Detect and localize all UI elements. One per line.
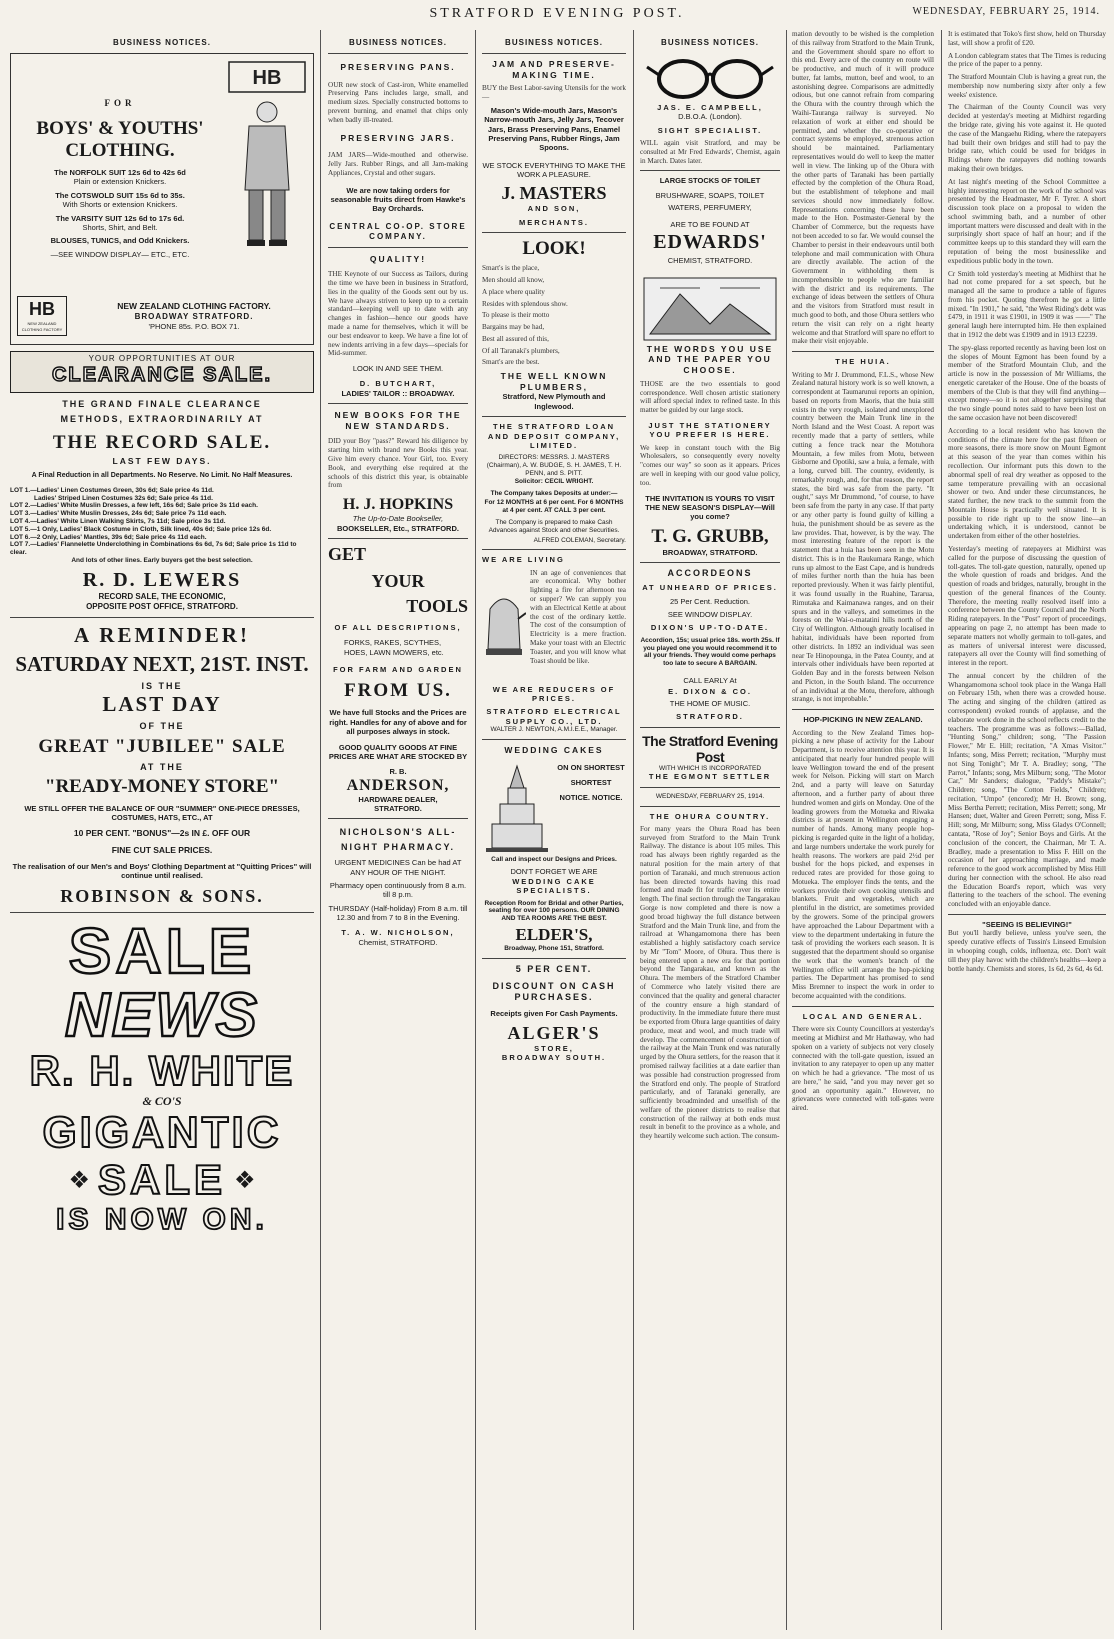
of-the: OF THE bbox=[139, 721, 185, 732]
rh-white: R. H. WHITE bbox=[29, 1047, 295, 1095]
divider bbox=[328, 247, 468, 248]
loan-company: THE STRATFORD LOAN AND DEPOSIT COMPANY, LIMITED. bbox=[487, 422, 621, 450]
fine-cut: FINE CUT SALE PRICES. bbox=[111, 844, 213, 855]
section-heading: BUSINESS NOTICES. bbox=[661, 38, 759, 47]
last-day: LAST DAY bbox=[102, 692, 222, 717]
rb: R. B. bbox=[389, 767, 407, 777]
farm-garden: FOR FARM AND GARDEN bbox=[333, 665, 463, 674]
masthead bbox=[0, 4, 1114, 26]
ad-clothing: CLOTHING. bbox=[65, 140, 175, 161]
words-you-use: THE WORDS YOU USE AND THE PAPER YOU CHOOSE. bbox=[646, 343, 774, 376]
acrostic-line: Men should all know, bbox=[482, 275, 545, 284]
divider bbox=[328, 818, 468, 819]
paper-nameplate: The Stratford Evening Post bbox=[642, 732, 778, 765]
dboa: D.B.O.A. (London). bbox=[678, 112, 742, 122]
get: GET bbox=[328, 543, 367, 564]
kettle-illustration bbox=[482, 569, 526, 679]
from-us: FROM US. bbox=[344, 680, 452, 702]
news-paragraph: The annual concert by the children of the Whangamomona school took place in the Wanga Hall on February 15th, when there was a crowded house. The acting and singing of the children (attired as correspondent) evoked rounds of applause, and the elaborate work done in the school reflects credit to the teachers. The programme was as follows:—Ballad, "Hunting Song," children; song, "The Passion Flower," Mr E. Hill; recitation, "A Xmas Visitor." Infants; song, Miss Perrett; recitation, "Murphy must not Sing Tonight"; Mr T. A. Bradley; song, "The Parrot," Infants; song, Mrs Milburn; song, "The Motor Car," Mr Sanders; dialogue, "Paddy's Mistake"; Children; song, "The Cotton Fields," Children; recitation, "Umpo" (encored); Mr H. Brown; song, Miss Bertha Perrett; recitation, Miss Perrett; song, Mr Hansen; duet, Walter and Green Perrett; song, Miss F. Hill; song, Mr Milburn; song, Miss Gladys O'Connell; cantata, "Rose of Joy"; Senior Boys and Girls. At the conclusion of the concert, the Chairman, Mr T. A. Bradley, made a presentation to Miss F. Hill on the occasion of her approaching marriage, and made reference to the good work accomplished by Miss Hill during her connection with the school. He also read the Education Board's report, which was very flattering to the teachers of the school. The evening concluded with an enjoyable dance. bbox=[948, 671, 1106, 909]
call-early: CALL EARLY At bbox=[683, 675, 737, 685]
divider bbox=[328, 53, 468, 54]
saturday-next: SATURDAY NEXT, 21ST. INST. bbox=[15, 651, 309, 676]
ornament-icon: ❖ bbox=[234, 1166, 256, 1195]
lewers-address: OPPOSITE POST OFFICE, STRATFORD. bbox=[86, 601, 238, 611]
divider bbox=[640, 787, 780, 788]
hopkins: H. J. HOPKINS bbox=[342, 496, 454, 514]
living-title: WE ARE LIVING bbox=[482, 555, 565, 565]
svg-text:HB: HB bbox=[252, 67, 282, 89]
column-rule bbox=[320, 30, 321, 1630]
realisation: The realisation of our Men's and Boys' Clothing Department at "Quitting Prices" will continue until realised. bbox=[12, 861, 312, 880]
news-paragraph: Cr Smith told yesterday's meeting at Midhirst that he had not come prepared for a set speech, but he managed all the same to produce a table of figures from his pocket. Quoting therefrom he got a little mixed. "In 1901," he said, "the West Riding's debt was £479, in 1911 it was £1901, in 1909 it was ——" The general laugh here interrupted him. He then explained that in 1912 the debt was £1909 and in 1913 £2239. bbox=[948, 269, 1106, 339]
acrostic-line: Best all assured of this, bbox=[482, 334, 549, 343]
grand-finale: THE GRAND FINALE CLEARANCE bbox=[62, 399, 262, 409]
unheard-prices: AT UNHEARD OF PRICES. bbox=[642, 583, 778, 593]
new-books-title: NEW BOOKS FOR THE NEW STANDARDS. bbox=[334, 410, 462, 431]
edwards-sub: CHEMIST, STRATFORD. bbox=[667, 256, 753, 266]
jam-list: Mason's Wide-mouth Jars, Mason's Narrow-mouth Jars, Jelly Jars, Tecover Jars, Brass Preserving Pans, Enamel Preserving Pans, Rubber Rings, Jam Spoons. bbox=[484, 105, 624, 153]
quality-title: QUALITY! bbox=[369, 253, 427, 264]
factory-phone: 'PHONE 85s. P.O. BOX 71. bbox=[148, 321, 240, 331]
preserving-jars-body: JAM JARS—Wide-mouthed and otherwise. Jelly Jars. Rubber Rings, and all Jam-making Appliances, Crystal and other sugars. bbox=[328, 151, 468, 177]
ohura-body: For many years the Ohura Road has been surveyed from Stratford to the Main Trunk Railway. The distance is about 105 miles. This road has always been rightly regarded as the natural position for the main artery of that portion of Taranaki, and much strenuous action has been directed towards having this road formed and made fit for traffic over its entire length. The final section through the Tangarakau Gorge is now completed and there is now a good broad highway the full distance between Stratford and the Main Trunk line, and from the railroad at Whangamomona there has been established a highly satisfactory coach service by Mr "Tom" Moore, of Ohura. Thus there is being entered upon a new era for that portion beyond the Tangarakau, and known as the Ohura. The members of the Stratford Chamber of Commerce who lately visited there are convinced that the quality and general character of the country ensure a high standard of productivity. In the immediate future there must be exported from Ohura large quantities of dairy produce, meat and wool, and much trade will develop. The commencement of construction of the railway at the Main Trunk end was naturally urged by the Ohura settlers, for the reason that it promised railway facilities at a date earlier than was possible had construction progressed from the Stratford end only. The people of Stratford particularly, and of Taranaki generally, are sufficiently broadminded and unselfish of the welfare of the pioneer districts to realise that construction of the railway at both ends must result in benefit to the province as a whole, and they heartily welcome such action. The consum- bbox=[640, 824, 780, 1141]
look-in: LOOK IN AND SEE THEM. bbox=[352, 364, 444, 374]
stationery-body: We keep in constant touch with the Big Wholesalers, so consequently every novelty "comes our way" so soon as it appears. Prices are well in keeping with our good value policy, too. bbox=[640, 443, 780, 487]
cotswold-suit: The COTSWOLD SUIT 15s 6d to 35s. bbox=[55, 190, 185, 200]
divider bbox=[482, 53, 626, 54]
lot-item: LOT 4.—Ladies' White Linen Walking Skirts, 7s 11d; Sale price 3s 11d. bbox=[10, 518, 226, 526]
robinson-sons: ROBINSON & SONS. bbox=[60, 886, 264, 907]
lot-item: LOT 1.—Ladies' Linen Costumes Green, 30s 6d; Sale price 4s 11d. bbox=[10, 486, 214, 494]
wedding-cake-illustration bbox=[482, 760, 552, 856]
preserving-pans-body: OUR new stock of Cast-iron, White enamelled Preserving Pans includes large, small, and medium sizes. Specially constructed bottoms to prevent burning, and enamel that chips only when badly ill-treated. bbox=[328, 80, 468, 124]
acrostic-line: Resides with splendous show. bbox=[482, 299, 568, 308]
column-rule bbox=[941, 30, 942, 1630]
accordeons: ACCORDEONS bbox=[667, 568, 753, 578]
huia-body: Writing to Mr J. Drummond, F.L.S., whose New Zealand natural history work is so well known, a correspondent at Taumarunui reports an opinion, based on reports from Maoris, that the huia still exists in the very rough, isolated and unexplored country between the Main Trunk line in the North Island and the West Coast. A report was recently made that a party of settlers, while cutting a fence track near the Motuhora Mountain, a few miles from Motu, between Gisborne and Opotiki, saw a huia, a female, with a long, curved bill. The country, evidently, is remarkably rough, and, for that reason, the report states, the bird was safe from the party. "It ought," says Mr Drummond, "of course, to have been safe from the party in any case. If that party or any other party is found guilty of killing a huia, the punishment should be as severe as the law provides. That, however, is by the way. The most interesting feature of the report is the statement that a huia has been seen in the Motu district. This is in the Raukumara Range, which runs up almost to the East Cape, and is hundreds of miles further north than the huia has been reported previously. When it was fairly plentiful, it was found usually in the Ruahine, Tararua, Rimutaka and Kaimanawa ranges, and on their spurs and in the valleys, and sometimes in the forests on the Wai-o-matatini hills north of the City of Wellington. Although greatly localised in habitat, individuals have been reported from other districts. In 1892 an individual was seen near Te Hinopounga, in the Patea County, and at intervals other individuals have been reported at Golden Bay and in the forests between Nelson and Picton, in the South Island. The occurrence of an individual at the Motu, therefore, although strange, is not improbable." bbox=[792, 370, 934, 704]
varsity-sub: Shorts, Shirt, and Belt. bbox=[82, 222, 158, 232]
alger-address: BROADWAY SOUTH. bbox=[501, 1053, 607, 1063]
living-body: IN an age of conveniences that are economical. Why bother lighting a fire for afternoon tea or supper? We can supply you with an Electrical Kettle at about the cost of the ordinary kettle. The cost of the consumption of Electricity is a mere fraction. Make your toast with an Electric Toaster, and you will know what Toast should be like. bbox=[530, 568, 626, 665]
column-5 bbox=[788, 30, 938, 1635]
alger-store: STORE, bbox=[534, 1043, 574, 1053]
acrostic-line: Bargains may be had, bbox=[482, 323, 545, 332]
section-heading: BUSINESS NOTICES. bbox=[505, 38, 603, 47]
divider bbox=[640, 170, 780, 171]
quality-body: THE Keynote of our Success as Tailors, during the time we have been in business in Stratford, lies in the quality of the Goods sent out by us. We have always striven to keep up to a certain standard—keeping well up to date with any changes in fashion—hence our goods have made a name for themselves, which it will be our best endeavor to keep. We have a fine lot of new indents arriving in a few days—specials for Mid-summer. bbox=[328, 270, 468, 358]
reception-room: Reception Room for Bridal and other Parties, seating for over 100 persons. OUR DINING AND TEA ROOMS ARE THE BEST. bbox=[484, 899, 624, 923]
toilet-list: BRUSHWARE, SOAPS, TOILET WATERS, PERFUMERY, bbox=[655, 190, 765, 212]
accordion-body: Accordion, 15s; usual price 18s. worth 25s. If you played one you would recommend it to all your friends. They would come perhaps too late to secure A BARGAIN. bbox=[640, 636, 780, 668]
solicitor: Solicitor: CECIL WRIGHT. bbox=[514, 477, 594, 485]
boy-illustration bbox=[227, 60, 307, 260]
call-inspect: Call and inspect our Designs and Prices. bbox=[491, 855, 617, 863]
home-of-music: THE HOME OF MUSIC. bbox=[669, 698, 751, 708]
blouses: BLOUSES, TUNICS, and Odd Knickers. bbox=[50, 236, 190, 246]
cos: & CO'S bbox=[142, 1094, 182, 1109]
lot-item: LOT 5.—1 Only, Ladies' Black Costume in Cloth, Silk lined, 40s 6d; Sale price 12s 6d. bbox=[10, 525, 272, 533]
column-rule bbox=[475, 30, 476, 1630]
acrostic-line: Of all Taranaki's plumbers, bbox=[482, 346, 560, 355]
just-the-stationery: JUST THE STATIONERY YOU PREFER IS HERE. bbox=[648, 420, 772, 440]
column-3 bbox=[478, 30, 630, 1635]
edwards: EDWARDS' bbox=[653, 231, 767, 254]
clearance-banner bbox=[10, 351, 314, 393]
campbell: JAS. E. CAMPBELL, bbox=[657, 103, 763, 112]
cotswold-sub: With Shorts or extension Knickers. bbox=[62, 200, 178, 210]
advances: The Company is prepared to make Cash Advances against Stock and other Securities. bbox=[488, 518, 620, 534]
hop-picking-title: HOP-PICKING IN NEW ZEALAND. bbox=[803, 715, 923, 725]
lot-list bbox=[10, 487, 314, 565]
cake-specialists: WEDDING CAKE SPECIALISTS. bbox=[512, 876, 596, 896]
factory-name: NEW ZEALAND CLOTHING FACTORY. bbox=[117, 301, 271, 311]
last-few-days: LAST FEW DAYS. bbox=[112, 455, 212, 466]
orders-note: We are now taking orders for seasonable fruits direct from Hawke's Bay Orchards. bbox=[330, 185, 466, 214]
seeing-believing-title: "SEEING IS BELIEVING!" bbox=[982, 920, 1072, 929]
newton: WALTER J. NEWTON, A.M.I.E.E., Manager. bbox=[490, 726, 618, 734]
preserving-pans-title: PRESERVING PANS. bbox=[340, 62, 456, 72]
masthead-date: WEDNESDAY, FEBRUARY 25, 1914. bbox=[912, 6, 1100, 17]
lot-item: LOT 2.—Ladies' White Muslin Dresses, a few left, 16s 6d; Sale price 3s 11d each. bbox=[10, 502, 258, 510]
reminder-heading: A REMINDER! bbox=[74, 622, 250, 647]
egmont-settler: THE EGMONT SETTLER bbox=[648, 772, 772, 782]
hopkins-sub: The Up-to-Date Bookseller, bbox=[352, 514, 444, 524]
white-sale-ad bbox=[10, 915, 314, 1237]
news-paragraph: According to a local resident who has known the conditions of the climate here for the past fifteen or more seasons, there is more snow on Mount Egmont at this season of the year than comes within his recollection. Our informant puts this down to the abnormal spell of real dry weather as opposed to the same temperature prevailing with an occasional shower or two. And under these circumstances, he stated further, the new track to the summit from the Mountain House is practically well situated. It is possible to ride right up to the snow line—an undertaking which, it is understood, cannot be undertaken from either of the other hostelries. bbox=[948, 426, 1106, 541]
found-at: ARE TO BE FOUND AT bbox=[670, 219, 750, 229]
masthead-title: STRATFORD EVENING POST. bbox=[429, 6, 685, 21]
j-masters: J. MASTERS bbox=[501, 183, 607, 204]
shortest-notice: ON ON SHORTEST SHORTEST NOTICE. NOTICE. bbox=[557, 762, 625, 802]
hardware-dealer: HARDWARE DEALER, bbox=[358, 794, 438, 804]
column-1 bbox=[6, 30, 318, 1635]
nicholson-pharmacy: NICHOLSON'S ALL-NIGHT PHARMACY. bbox=[339, 827, 457, 852]
local-general-title: LOCAL AND GENERAL. bbox=[802, 1011, 924, 1021]
elders: ELDER'S, bbox=[515, 924, 593, 944]
section-heading: BUSINESS NOTICES. bbox=[113, 38, 211, 47]
hb-logo: HB NEW ZEALAND CLOTHING FACTORY bbox=[17, 296, 67, 336]
divider bbox=[482, 232, 626, 233]
ohura-continued: mation devoutly to be wished is the completion of this railway from Stratford to the Main Trunk, and the Government should spare no effort to this end. Every acre of the country en route will be productive, and much of it will produce butter, fat lambs, mutton, beef and wool, to an astonishing degree. Comparisons are admittedly odious, but one cannot refrain from comparing the Ohura with the country through which the Waihi-Tauranga railway is surveyed. No relaxation of work at either end should be permitted, and whether the co-operative or contract systems be employed, strenuous action should be maintained. Parliamentary representatives would do well to keep the matter well in view. The linking up of the Ohura with the other parts of Taranaki has been partially effected by the completion of the Ohura Road, but the establishment of telephone and mail services should now immediately follow. Representations concerning these have been made to the Hon. Postmaster-General by the Chamber of Commerce, but the requests have not been acceded to so far. We would counsel the Chamber to persist in their endeavours until both telephone and mail communication with Ohura are directly available. The action of the Government in withholding them is incomprehensible to people who are familiar with the district and its requirements. The exchange of ideas between the settlers of Ohura and the visitors from Stratford must result in much good to both, and those Ohura settlers who return the visit can rely on a right hearty welcome and that Stratford will spare no effort to make their visit enjoyable. bbox=[792, 30, 934, 346]
column-rule bbox=[786, 30, 787, 1630]
news-paragraph: The Chairman of the County Council was very decided at yesterday's meeting at Midhirst regarding the bridge rate, giving his vote against it. He quoted the case of the Mangaehu Riding, where the ratepayers had built their own bridges and still had to pay the bridge rate, which could be used for bridges in Ridings where the ratepayers did nothing towards making their own bridges. bbox=[948, 103, 1106, 173]
divider bbox=[10, 617, 314, 618]
factory-address: BROADWAY STRATFORD. bbox=[134, 311, 254, 321]
grubb: T. G. GRUBB, bbox=[651, 525, 769, 547]
huia-title: THE HUIA. bbox=[835, 357, 891, 367]
stationery-illustration bbox=[640, 274, 780, 344]
invitation: THE INVITATION IS YOURS TO VISIT THE NEW SEASON'S DISPLAY—Will you come? bbox=[645, 493, 775, 522]
e-dixon: E. DIXON & CO. bbox=[668, 687, 752, 697]
elders-address: Broadway, Phone 151, Stratford. bbox=[504, 944, 604, 952]
electrical-company: STRATFORD ELECTRICAL SUPPLY CO., LTD. bbox=[486, 707, 622, 726]
news-big: NEWS bbox=[65, 981, 259, 1051]
pharmacy-hours: Pharmacy open continuously from 8 a.m. till 8 p.m. bbox=[329, 880, 467, 900]
summer-offer: WE STILL OFFER THE BALANCE OF OUR "SUMMER" ONE-PIECE DRESSES, COSTUMES, HATS, ETC., AT bbox=[24, 803, 300, 822]
divider bbox=[482, 958, 626, 959]
divider bbox=[948, 914, 1106, 915]
butchart: D. BUTCHART, bbox=[359, 379, 437, 389]
column-rule bbox=[633, 30, 634, 1630]
divider bbox=[640, 806, 780, 807]
divider bbox=[328, 403, 468, 404]
acrostic-line: Smart's is the place, bbox=[482, 264, 540, 273]
gigantic: GIGANTIC bbox=[42, 1108, 282, 1158]
deposit-rates: For 12 MONTHS at 6 per cent. For 6 MONTHS at 4 per cent. AT CALL 3 per cent. bbox=[484, 499, 624, 515]
sight-specialist: SIGHT SPECIALIST. bbox=[657, 125, 763, 135]
smart-acrostic bbox=[482, 264, 626, 367]
incorporated: WITH WHICH IS INCORPORATED bbox=[658, 764, 762, 772]
news-paragraph: The Stratford Mountain Club is having a great run, the membership now numbering sixty after only a few weeks' existence. bbox=[948, 73, 1106, 99]
jubilee-sale: GREAT "JUBILEE" SALE bbox=[38, 736, 286, 758]
window-display: SEE WINDOW DISPLAY. bbox=[667, 610, 753, 619]
new-books-body: DID your Boy "pass?" Reward his diligence by starting him with brand new Books this year. Give him every chance. Your Girl, too. Every Book, and everything else required at the schools of this district this year, is obtainable from bbox=[328, 437, 468, 490]
divider bbox=[10, 912, 314, 913]
ad-for: FOR bbox=[104, 98, 136, 108]
norfolk-suit: The NORFOLK SUIT 12s 6d to 42s 6d bbox=[54, 168, 186, 177]
stratford: STRATFORD. bbox=[676, 712, 744, 722]
acrostic-line: To please is their motto bbox=[482, 311, 550, 320]
divider bbox=[792, 1006, 934, 1007]
section-heading: BUSINESS NOTICES. bbox=[349, 38, 447, 47]
well-known-plumbers: THE WELL KNOWN PLUMBERS, bbox=[500, 371, 608, 392]
spectacles-icon bbox=[640, 53, 780, 103]
divider bbox=[640, 562, 780, 563]
we-stock: WE STOCK EVERYTHING TO MAKE THE WORK A PLEASURE. bbox=[482, 160, 626, 180]
lot-item: LOT 6.—2 Only, Ladies' Mantles, 39s 6d; Sale price 4s 11d each. bbox=[10, 533, 207, 541]
good-quality: GOOD QUALITY GOODS AT FINE PRICES ARE WHAT ARE STOCKED BY bbox=[328, 742, 468, 761]
window-display: —SEE WINDOW DISPLAY— ETC., ETC. bbox=[50, 249, 190, 259]
words-body: THOSE are the two essentials to good correspondence. Well chosen artistic stationery will afford special index to refined taste. In this matter be guided by our large stock. bbox=[640, 379, 780, 415]
coleman: ALFRED COLEMAN, Secretary. bbox=[533, 536, 626, 544]
preserving-jars-title: PRESERVING JARS. bbox=[340, 132, 456, 143]
algers: ALGER'S bbox=[507, 1022, 601, 1043]
ornament-icon: ❖ bbox=[68, 1166, 90, 1195]
urgent-medicines: URGENT MEDICINES Can be had AT ANY HOUR OF THE NIGHT. bbox=[334, 858, 462, 877]
all-descriptions: OF ALL DESCRIPTIONS, bbox=[334, 622, 462, 632]
thursday-hours: THURSDAY (Half-holiday) From 8 a.m. till 12.30 and from 7 to 8 in the Evening. bbox=[328, 903, 468, 923]
grubb-address: BROADWAY, STRATFORD. bbox=[662, 547, 758, 557]
news-paragraph: Yesterday's meeting of ratepayers at Midhirst was called for the purpose of discussing the question of toll-gates. The toll-gate question, naturally, opened up the whole question of roads and bridges. And the question of roads and bridges, naturally, brought in the question of the general finances of the County. Therefore, the meeting really resolved itself into a conference between the County Council and the North Riding ratepayers. In the "Post" report of proceedings, appearing on page 2, no attempt has been made to separate matters not wholly germain to toll-gates, and as matters of universal interest were discussed, ratepayers all over the County will find something of interest in the report. bbox=[948, 544, 1106, 668]
divider bbox=[482, 416, 626, 417]
final-reduction: A Final Reduction in all Departments. No Reserve. No Limit. No Half Measures. bbox=[31, 472, 293, 480]
and-son: AND SON, bbox=[527, 204, 581, 214]
divider bbox=[640, 727, 780, 728]
lot-item: And lots of other lines. Early buyers get the best selection. bbox=[71, 557, 253, 565]
buy-best: BUY the Best Labor-saving Utensils for the work— bbox=[482, 84, 626, 102]
lewers-name: R. D. LEWERS bbox=[82, 568, 242, 591]
divider bbox=[792, 709, 934, 710]
acrostic-line: Smart's are the best. bbox=[482, 358, 540, 367]
column-4 bbox=[636, 30, 784, 1635]
merchants: MERCHANTS. bbox=[519, 217, 589, 227]
dixons-up-to-date: DIXON'S UP-TO-DATE. bbox=[650, 623, 770, 633]
taw-nicholson: T. A. W. NICHOLSON, bbox=[341, 928, 455, 938]
sight-body: WILL again visit Stratford, and may be consulted at Mr Fred Edwards', Chemist, again in March. Dates later. bbox=[640, 139, 780, 165]
news-paragraph: At last night's meeting of the School Committee a highly interesting report on the work of the school was presented by the Headmaster, Mr F. Tyrer. A short discussion took place on a proposal to widen the school swimming bath, and a number of other important matters were discussed and dealt with in the surprisingly short space of half an hour; and if the committee keeps up to this standard they will earn the reputation of being the most businesslike and expeditious public body in the town. bbox=[948, 177, 1106, 265]
divider bbox=[482, 549, 626, 550]
sale-word: SALE bbox=[97, 1156, 226, 1204]
discount: DISCOUNT ON CASH PURCHASES. bbox=[492, 980, 616, 1003]
norfolk-sub: Plain or extension Knickers. bbox=[73, 177, 167, 187]
tools-list: FORKS, RAKES, SCYTHES, HOES, LAWN MOWERS, etc. bbox=[344, 638, 444, 657]
seeing-believing-body: But you'll hardly believe, unless you've seen, the speedy curative effects of Tussin's Linseed Emulsion in whooping cough, colds, influenza, etc. Don't wait till they play havoc with the children's healths—keep a bottle handy. Chemists and stores, 1s 6d, 2s 6d, 4s 6d. bbox=[948, 929, 1106, 973]
news-paragraph: It is estimated that Toko's first show, held on Thursday last, will show a profit of £20. bbox=[948, 30, 1106, 47]
edition-date: WEDNESDAY, FEBRUARY 25, 1914. bbox=[655, 792, 765, 800]
hop-picking-body: According to the New Zealand Times hop-picking a new phase of activity for the Labour Department, is to receive attention this year. It is anticipated that nearly four hundred people will leave Wellington toward the end of the present week for Nelson. Picking will start on March 2nd, and a party will leave on Saturday afternoon, and a further party of about three hundred women and girls on Monday. One of the leading growers from the Motueka and Riwaka districts is at present in Wellington engaging a number of hands. Among many people hop-picking is regarded quite in the light of a holiday, and large numbers undertake the work purely for health reasons. The workers are paid 2½d per bushel for the hops picked, and expenses in reduced rates are provided for those going to Motueka. The employer finds the tents, and the workers provide their own cooking utensils and blankets. Fruit and vegetables, which are plentiful in the district, are sometimes provided by the growers. Some of the principal growers have approached the Labour Department with a view to the department undertaking in future the task of providing the workers each season. It is suggested that the department should so organise the work that the women's branch of the Wellington office will arrange the hop-picking parties. The Department has promised to send Miss Bremner to inspect the work in order to become acquainted with the conditions. bbox=[792, 728, 934, 1000]
clothing-factory-ad bbox=[10, 53, 314, 345]
directors: DIRECTORS: MESSRS. J. MASTERS (Chairman), A. W. BUDGE, S. H. JAMES, T. H. PENN, and S. PITT. bbox=[486, 454, 622, 477]
acrostic-line: A place where quality bbox=[482, 287, 545, 296]
dont-forget: DON'T FORGET WE ARE bbox=[510, 867, 598, 877]
stocks: We have full Stocks and the Prices are right. Handles for any of above and for all purposes always in stock. bbox=[329, 708, 467, 737]
reducers: WE ARE REDUCERS OF PRICES. bbox=[492, 684, 616, 704]
wedding-cakes: WEDDING CAKES bbox=[504, 744, 604, 755]
ad-boys-youths: BOYS' & YOUTHS' bbox=[36, 118, 204, 139]
local-general-body: There were six County Councillors at yesterday's meeting at Midhirst and Mr Hathaway, who had spoken on a variety of subjects not very closely connected with the toll-gate question, issued an invitation to any ratepayer to open up any matter on which he had a grievance. "The most of us are here," he said, "and you may never get so good an opportunity again." However, no grievances were connected with toll-gates were aired. bbox=[792, 1025, 934, 1113]
look-heading: LOOK! bbox=[522, 238, 586, 260]
record-sale: THE RECORD SALE. bbox=[52, 431, 272, 453]
reduction: 25 Per Cent. Reduction. bbox=[669, 596, 751, 606]
stratford: STRATFORD. bbox=[374, 804, 422, 813]
tailor: LADIES' TAILOR :: BROADWAY. bbox=[341, 388, 455, 398]
plumbers-address: Stratford, New Plymouth and Inglewood. bbox=[502, 392, 606, 411]
column-2 bbox=[324, 30, 472, 1635]
clearance-sale: CLEARANCE SALE. bbox=[51, 363, 272, 386]
hopkins-address: BOOKSELLER, Etc., STRATFORD. bbox=[337, 523, 459, 533]
receipts: Receipts given For Cash Payments. bbox=[490, 1009, 618, 1019]
hb-logo-text: NEW ZEALAND CLOTHING FACTORY bbox=[21, 321, 63, 332]
is-now-on: IS NOW ON. bbox=[56, 1203, 268, 1237]
your: YOUR bbox=[371, 570, 425, 591]
anderson: ANDERSON, bbox=[346, 776, 450, 794]
lot-item: LOT 7.—Ladies' Flannelette Underclothing in Combinations 6s 6d, 7s 6d; Sale price 1s 11d to clear. bbox=[10, 541, 297, 557]
chemist: Chemist, STRATFORD. bbox=[358, 937, 438, 947]
news-paragraph: A London cablegram states that The Times is reducing the price of the paper to a penny. bbox=[948, 51, 1106, 69]
jam-title: JAM AND PRESERVE-MAKING TIME. bbox=[492, 59, 616, 80]
coop-store: CENTRAL CO-OP. STORE COMPANY. bbox=[329, 221, 467, 241]
deposits: The Company takes Deposits at under:— bbox=[490, 489, 618, 497]
news-paragraph: The spy-glass reported recently as having been lost on the slopes of Mount Egmont has been found by a member of the Stratford Mountain Club, and the article is now in the possession of Mr Williams, the energetic caretaker of the House. One of the boasts of members of the Club is that they will find anything—except money—so it is not altogether surprising that the two single pound notes said to have been lost on the same occasion have not been discovered! bbox=[948, 343, 1106, 423]
toilet-stocks: LARGE STOCKS OF TOILET bbox=[659, 176, 761, 186]
lewers-sub: RECORD SALE, THE ECONOMIC, bbox=[98, 591, 226, 601]
sale-big: SALE bbox=[68, 915, 256, 988]
lot-item: LOT 3.—Ladies' White Muslin Dresses, 24s 6d; Sale price 7s 11d each. bbox=[10, 510, 227, 518]
ready-money-store: "READY-MONEY STORE" bbox=[44, 775, 280, 797]
column-6 bbox=[944, 30, 1110, 1635]
divider bbox=[482, 739, 626, 740]
opportunities: YOUR OPPORTUNITIES AT OUR bbox=[88, 354, 236, 363]
five-per-cent: 5 PER CENT. bbox=[515, 963, 593, 974]
is-the: IS THE bbox=[141, 680, 183, 691]
bonus: 10 PER CENT. "BONUS"—2s IN £. OFF OUR bbox=[73, 828, 251, 839]
divider bbox=[792, 351, 934, 352]
divider bbox=[328, 538, 468, 539]
tools: TOOLS bbox=[406, 595, 468, 616]
ohura-title: THE OHURA COUNTRY. bbox=[649, 811, 771, 821]
lot-item: Ladies' Striped Linen Costumes 32s 6d; Sale price 4s 11d. bbox=[34, 494, 213, 502]
at-the: AT THE bbox=[140, 762, 184, 773]
methods: METHODS, EXTRAORDINARILY AT bbox=[60, 414, 264, 425]
varsity-suit: The VARSITY SUIT 12s 6d to 17s 6d. bbox=[55, 213, 185, 223]
